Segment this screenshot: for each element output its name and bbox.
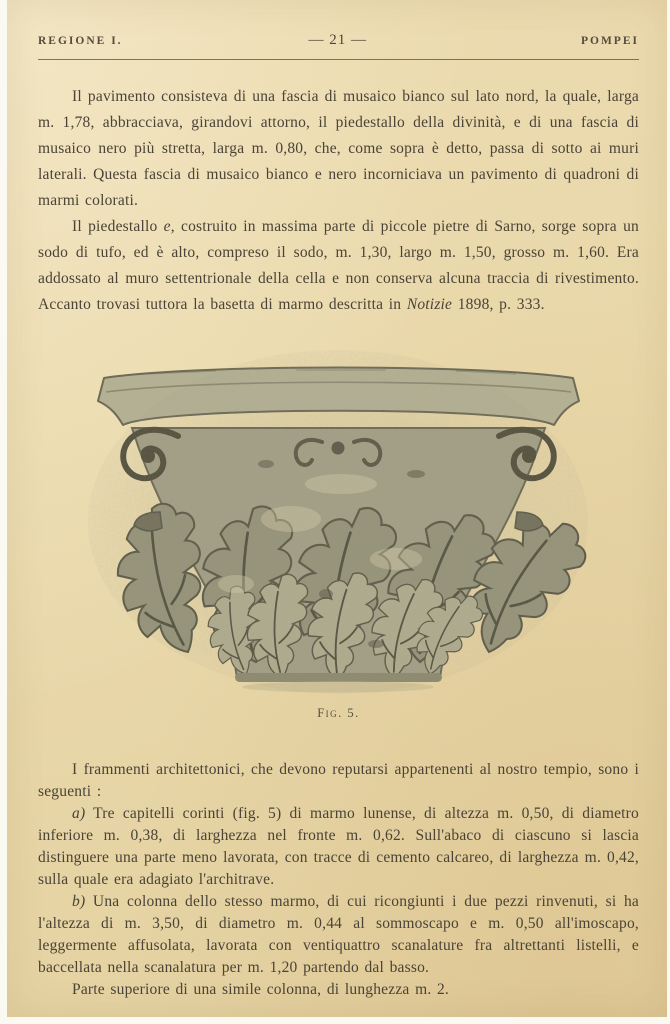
text-block-upper — [38, 84, 639, 318]
header-rule — [38, 59, 639, 60]
book-page — [7, 0, 667, 1017]
header-place-label: POMPEI — [580, 35, 639, 47]
paragraph-parte-superiore: Parte superiore di una simile colonna, di lunghezza m. 2. — [72, 981, 449, 998]
paragraph-colonna: b) Una colonna dello stesso marmo, di cui ricongiunti i due pezzi rinvenuti, si ha l'altezza di m. 3,50, di diametro m. 0,44 al sommoscapo e m. 0,50 all'imoscapo, leggermente affusolata, lavorata con ventiquattro scanalature fra altrettanti listelli, e baccellata nella scanalatura per m. 1,20 partendo dal basso. — [38, 893, 639, 976]
paragraph-capitelli: a) Tre capitelli corinti (fig. 5) di marmo lunense, di altezza m. 0,50, di diametro inferiore m. 0,38, di larghezza nel fronte m. 0,62. Sull'abaco di ciascuno si lascia distinguere una parte meno lavorata, con tracce di cemento calcareo, di larghezza m. 0,42, sulla quale era adagiato l'architrave. — [38, 805, 639, 888]
page-header — [38, 32, 639, 49]
figure-caption: Fig. 5. — [317, 706, 360, 720]
paragraph-pavimento: Il pavimento consisteva di una fascia di musaico bianco sul lato nord, la quale, larga m. 1,78, abbracciava, girandovi attorno, il piedestallo della divinità, e di una fascia di musaico nero più stretta, larga m. 0,80, che, come sopra è detto, passa di sotto ai muri laterali. Questa fascia di musaico bianco e nero incorniciava un pavimento di quadroni di marmi colorati. — [38, 88, 639, 209]
paragraph-piedestallo: Il piedestallo e, costruito in massima parte di piccole pietre di Sarno, sorge sopra un sodo di tufo, ed è alto, compreso il sodo, m. 1,30, largo m. 1,50, grosso m. 1,60. Era addossato al muro settentrionale della cella e non conserva alcuna traccia di rivestimento. Accanto trovasi tuttora la basetta di marmo descritta in Notizie 1898, p. 333. — [38, 218, 639, 313]
text-block-lower — [38, 759, 639, 1001]
paragraph-frammenti: I frammenti architettonici, che devono reputarsi appartenenti al nostro tempio, sono i seguenti : — [38, 761, 639, 800]
figure-5 — [86, 344, 591, 721]
header-region-label: REGIONE I. — [38, 35, 123, 47]
corinthian-capital-illustration — [86, 344, 591, 694]
page-number: — 21 — — [308, 32, 368, 48]
